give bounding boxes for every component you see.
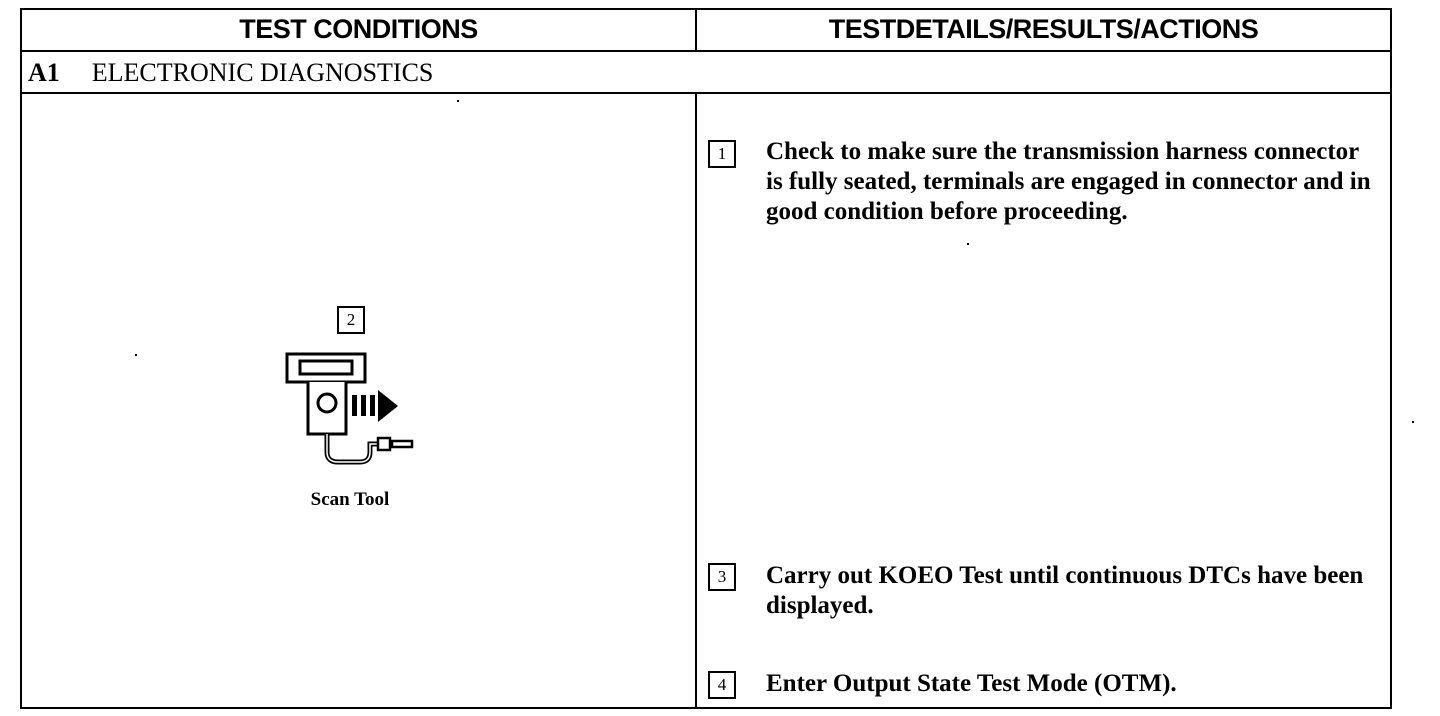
scan-tool-caption: Scan Tool (310, 489, 390, 510)
test-conditions-header: TEST CONDITIONS (239, 14, 478, 44)
body-column-divider (695, 92, 697, 709)
section-title: ELECTRONIC DIAGNOSTICS (91, 58, 434, 87)
step-text-1: Check to make sure the transmission harness connector is fully seated, terminals are engaged in connector and in good condition before proceeding. (766, 138, 1371, 225)
test-details-header: TESTDETAILS/RESULTS/ACTIONS (828, 14, 1259, 44)
step-text-3: Carry out KOEO Test until continuous DTCs have been displayed. (766, 562, 1364, 619)
scan-speck (1412, 421, 1414, 423)
section-title-row (28, 58, 433, 88)
section-divider (20, 92, 1392, 94)
step-number-3: 3 (708, 563, 736, 591)
section-code: A1 (28, 58, 60, 87)
step-text-4: Enter Output State Test Mode (OTM). (766, 670, 1177, 697)
step-number-4: 4 (708, 671, 736, 699)
scan-tool-step-number: 2 (337, 306, 365, 334)
scan-speck (135, 354, 137, 356)
step-number-1: 1 (708, 140, 736, 168)
scan-speck (457, 100, 459, 102)
scan-tool-icon (280, 348, 420, 478)
header-divider (20, 50, 1392, 52)
scan-speck (967, 243, 969, 245)
